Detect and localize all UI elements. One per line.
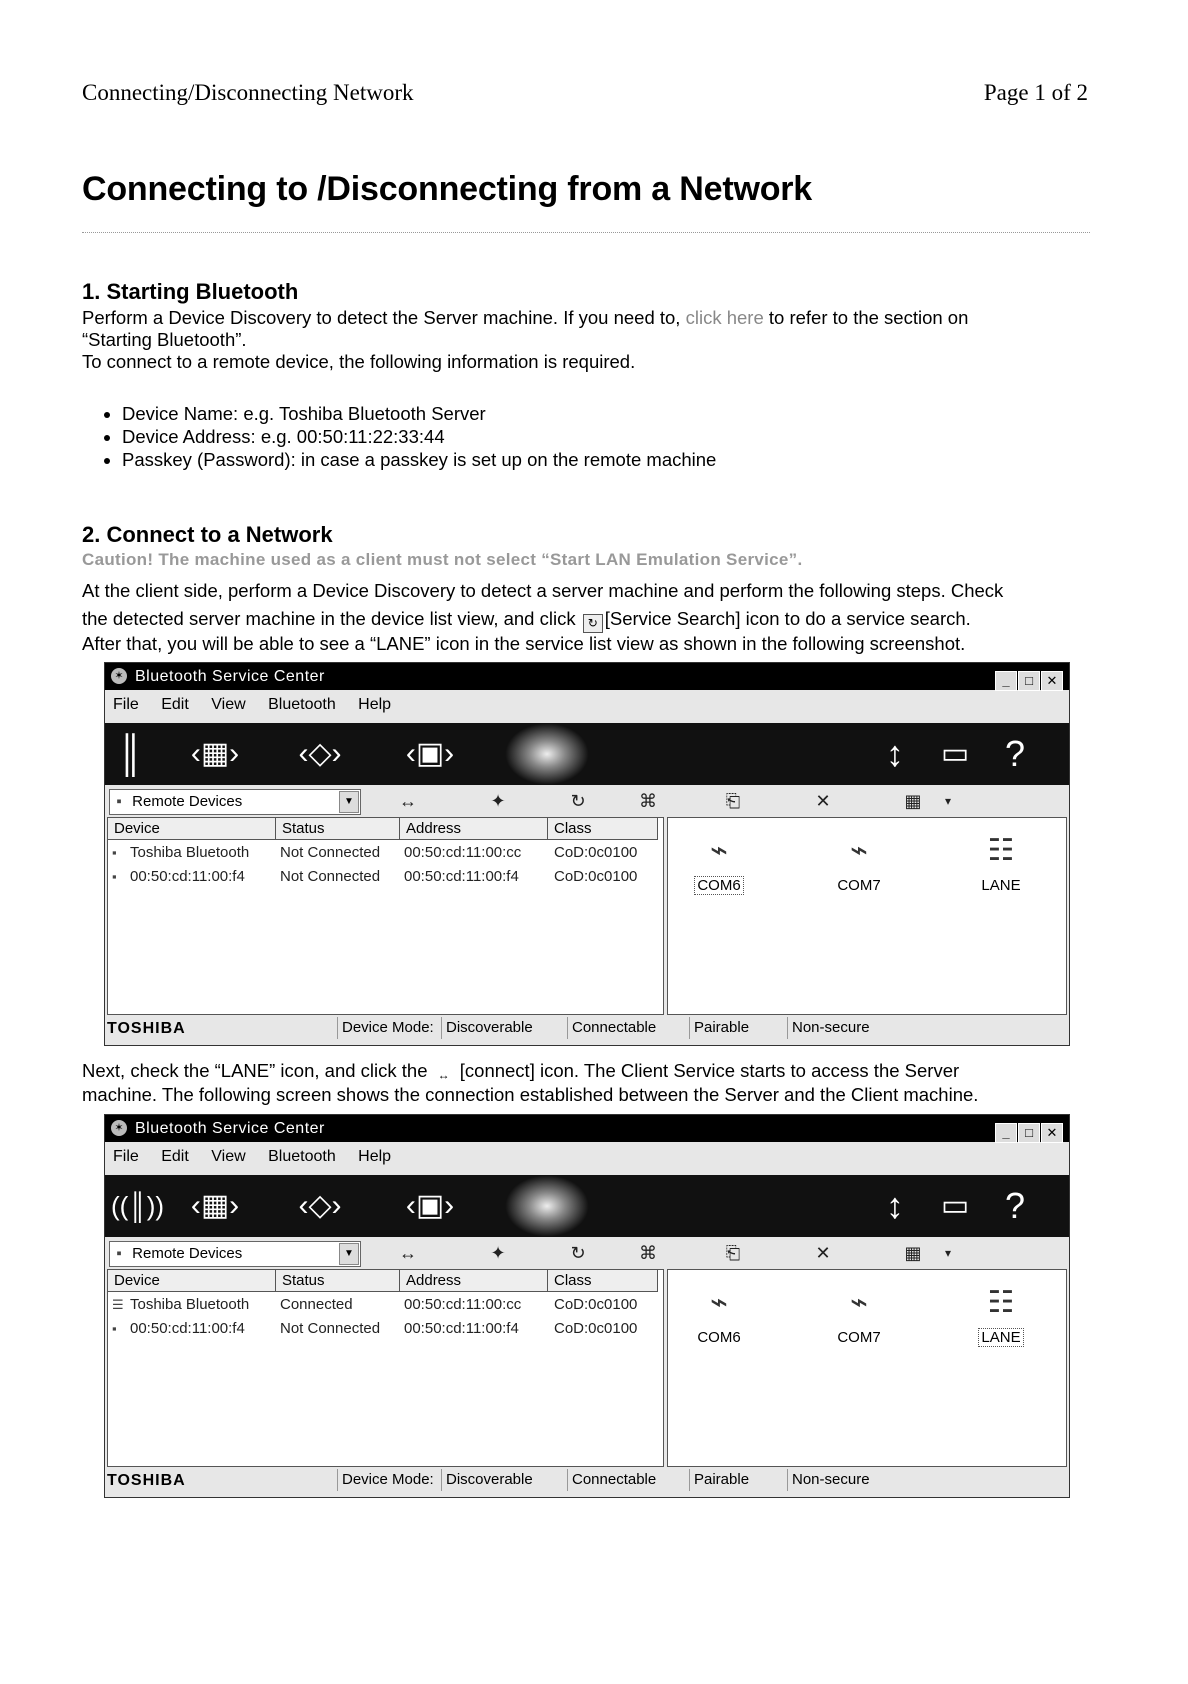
serial-port-icon: ⌁ [709, 834, 729, 867]
section-heading-connect-network: 2. Connect to a Network [82, 522, 333, 547]
section1-paragraph [82, 307, 1102, 373]
device-name: 00:50:cd:11:00:f4 [130, 868, 245, 885]
device-status: Not Connected [280, 844, 381, 861]
bluetooth-app-icon: ✶ [111, 1120, 127, 1136]
discoverable-status: Discoverable [441, 1469, 533, 1491]
connect-icon[interactable]: ↔ [399, 791, 417, 811]
minimize-button[interactable]: _ [995, 1123, 1017, 1143]
menu-file[interactable]: File [113, 696, 139, 713]
running-header-title: Connecting/Disconnecting Network [82, 80, 414, 105]
page-number: Page 1 of 2 [983, 80, 1088, 105]
service-label: COM7 [837, 1329, 881, 1346]
service-list [667, 817, 1067, 1015]
device-address: 00:50:cd:11:00:f4 [404, 1320, 519, 1337]
console-icon[interactable]: ▭ [940, 1189, 970, 1222]
service-com7[interactable] [814, 1278, 904, 1348]
device-name: Toshiba Bluetooth [130, 844, 250, 861]
section1-text-a: Perform a Device Discovery to detect the Server machine. If you need to, [82, 307, 681, 328]
service-com6[interactable] [674, 826, 764, 896]
menu-help[interactable]: Help [358, 696, 392, 713]
chevron-down-icon[interactable]: ▼ [339, 1243, 359, 1265]
device-mode-label: Device Mode: [337, 1469, 434, 1491]
person-icon[interactable] [505, 723, 589, 785]
computer-icon: ▪ [112, 869, 117, 884]
minimize-button[interactable]: _ [995, 671, 1017, 691]
service-search-icon[interactable]: ↻ [570, 791, 586, 811]
connect-icon: ↔ [437, 1068, 450, 1082]
chevron-down-icon[interactable]: ▼ [339, 791, 359, 813]
bluetooth-antenna-icon[interactable]: ║ [117, 733, 143, 774]
menu-edit[interactable]: Edit [161, 1148, 189, 1165]
close-button[interactable]: ✕ [1041, 1123, 1063, 1143]
list-item: • Device Address: e.g. 00:50:11:22:33:44 [122, 425, 716, 448]
device-address: 00:50:cd:11:00:f4 [404, 868, 519, 885]
device-view-value: Remote Devices [132, 793, 243, 810]
device-view-select[interactable] [109, 789, 361, 815]
column-header-status[interactable]: Status [276, 1270, 400, 1292]
service-com7[interactable] [814, 826, 904, 896]
menu-bluetooth[interactable]: Bluetooth [268, 696, 336, 713]
column-header-device[interactable]: Device [108, 818, 276, 840]
device-name: 00:50:cd:11:00:f4 [130, 1320, 245, 1337]
security-status: Non-secure [787, 1469, 870, 1491]
column-header-status[interactable]: Status [276, 818, 400, 840]
pairable-status: Pairable [689, 1017, 749, 1039]
service-lane[interactable] [956, 1278, 1046, 1348]
house-icon[interactable]: ‹▣› [405, 737, 455, 770]
device-view-select[interactable] [109, 1241, 361, 1267]
view-dropdown-icon[interactable]: ▾ [944, 794, 952, 808]
console-icon[interactable]: ▭ [940, 737, 970, 770]
help-icon[interactable]: ? [1004, 1185, 1026, 1226]
menu-bluetooth[interactable]: Bluetooth [268, 1148, 336, 1165]
main-toolbar [105, 723, 1069, 785]
service-lane[interactable] [956, 826, 1046, 896]
section1-text-c: “Starting Bluetooth”. [82, 329, 247, 350]
phone-icon[interactable]: ‹◇› [298, 737, 342, 770]
menu-bar [105, 690, 1069, 720]
service-label: COM6 [694, 876, 743, 895]
bluetooth-signal-icon[interactable]: ((║)) [111, 1191, 165, 1221]
section-heading-starting-bluetooth: 1. Starting Bluetooth [82, 279, 299, 304]
window-title: Bluetooth Service Center [135, 1120, 325, 1137]
maximize-button[interactable]: □ [1018, 671, 1040, 691]
device-address: 00:50:cd:11:00:cc [404, 844, 522, 861]
section2-text-d: After that, you will be able to see a “LANE” icon in the service list view as shown in the following screenshot. [82, 633, 966, 654]
service-label: LANE [981, 877, 1021, 894]
help-icon[interactable]: ? [1004, 733, 1026, 774]
serial-port-icon: ⌁ [849, 1286, 869, 1319]
menu-file[interactable]: File [113, 1148, 139, 1165]
service-label: COM7 [837, 877, 881, 894]
connected-computer-icon: ☰ [112, 1297, 124, 1312]
status-bar [105, 1467, 1069, 1495]
device-status: Not Connected [280, 1320, 381, 1337]
tools-icon[interactable]: ↕ [886, 1185, 904, 1226]
delete-icon[interactable]: ✕ [815, 1243, 831, 1263]
section2-text-f: [connect] icon. The Client Service starts to access the Server [459, 1060, 960, 1081]
computer-icon: ▪ [116, 1245, 122, 1262]
building-icon[interactable]: ‹▦› [190, 1189, 240, 1222]
service-search-icon: ↻ [583, 614, 603, 633]
column-header-address[interactable]: Address [400, 1270, 548, 1292]
bluetooth-app-icon: ✶ [111, 668, 127, 684]
connectable-status: Connectable [567, 1469, 656, 1491]
serial-port-icon: ⌁ [709, 1286, 729, 1319]
main-toolbar [105, 1175, 1069, 1237]
connectable-status: Connectable [567, 1017, 656, 1039]
serial-port-icon: ⌁ [849, 834, 869, 867]
menu-view[interactable]: View [211, 1148, 246, 1165]
service-list [667, 1269, 1067, 1467]
section1-text-d: To connect to a remote device, the following information is required. [82, 351, 636, 372]
discoverable-status: Discoverable [441, 1017, 533, 1039]
section2-text-b: the detected server machine in the device list view, and click [82, 608, 576, 629]
bluetooth-window-1 [104, 662, 1070, 1046]
window-title-bar[interactable] [105, 1115, 1069, 1142]
section2-text-c: [Service Search] icon to do a service search. [604, 608, 971, 629]
computer-icon: ▪ [116, 793, 122, 810]
pairable-status: Pairable [689, 1469, 749, 1491]
building-icon[interactable]: ‹▦› [190, 737, 240, 770]
menu-bar [105, 1142, 1069, 1172]
title-divider [82, 232, 1090, 233]
tools-icon[interactable]: ↕ [886, 733, 904, 774]
toshiba-logo: TOSHIBA [107, 1020, 186, 1037]
view-dropdown-icon[interactable]: ▾ [944, 1246, 952, 1260]
service-com6[interactable] [674, 1278, 764, 1348]
view-icon[interactable]: ▦ [904, 1243, 922, 1263]
column-header-address[interactable]: Address [400, 818, 548, 840]
menu-help[interactable]: Help [358, 1148, 392, 1165]
phone-icon[interactable]: ‹◇› [298, 1189, 342, 1222]
device-view-value: Remote Devices [132, 1245, 243, 1262]
window-title-bar[interactable] [105, 663, 1069, 690]
section2-text-e: Next, check the “LANE” icon, and click the [82, 1060, 428, 1081]
device-status: Not Connected [280, 868, 381, 885]
caution-text: Caution! The machine used as a client must not select “Start LAN Emulation Service”. [82, 550, 803, 569]
device-status: Connected [280, 1296, 353, 1313]
service-label: LANE [978, 1328, 1023, 1347]
status-bar [105, 1015, 1069, 1043]
section2-paragraph [82, 580, 1102, 655]
required-info-list [100, 402, 716, 471]
window-title: Bluetooth Service Center [135, 668, 325, 685]
connect-icon[interactable]: ↔ [399, 1243, 417, 1263]
device-class: CoD:0c0100 [554, 868, 638, 885]
click-here-link[interactable]: click here [685, 307, 764, 328]
service-label: COM6 [697, 1329, 741, 1346]
computer-icon: ▪ [112, 845, 117, 860]
delete-icon[interactable]: ✕ [815, 791, 831, 811]
toshiba-logo: TOSHIBA [107, 1472, 186, 1489]
disconnect-icon[interactable]: ✦ [490, 791, 506, 811]
maximize-button[interactable]: □ [1018, 1123, 1040, 1143]
house-icon[interactable]: ‹▣› [405, 1189, 455, 1222]
section2-text-g: machine. The following screen shows the connection established between the Server and the Client machine. [82, 1084, 979, 1105]
section2-text-a: At the client side, perform a Device Discovery to detect a server machine and perform the following steps. Check [82, 580, 1004, 601]
device-address: 00:50:cd:11:00:cc [404, 1296, 522, 1313]
view-icon[interactable]: ▦ [904, 791, 922, 811]
bluetooth-window-2 [104, 1114, 1070, 1498]
network-connected-icon: ☷ [987, 1286, 1015, 1319]
list-item: • Passkey (Password): in case a passkey is set up on the remote machine [122, 448, 716, 471]
page-title: Connecting to /Disconnecting from a Network [82, 170, 813, 208]
properties-icon[interactable]: ⎗ [725, 1243, 741, 1263]
device-class: CoD:0c0100 [554, 1320, 638, 1337]
network-icon: ☷ [987, 834, 1015, 867]
section1-text-b: to refer to the section on [768, 307, 969, 328]
properties-icon[interactable]: ⎗ [725, 791, 741, 811]
device-mode-label: Device Mode: [337, 1017, 434, 1039]
device-list [107, 1269, 664, 1467]
menu-edit[interactable]: Edit [161, 696, 189, 713]
disconnect-icon[interactable]: ✦ [490, 1243, 506, 1263]
list-item: • Device Name: e.g. Toshiba Bluetooth Server [122, 402, 716, 425]
device-name: Toshiba Bluetooth [130, 1296, 250, 1313]
connect-instructions [82, 1060, 1102, 1106]
column-header-class[interactable]: Class [548, 818, 658, 840]
device-class: CoD:0c0100 [554, 844, 638, 861]
column-header-class[interactable]: Class [548, 1270, 658, 1292]
device-discovery-icon[interactable]: ⌘ [639, 791, 657, 811]
security-status: Non-secure [787, 1017, 870, 1039]
column-header-device[interactable]: Device [108, 1270, 276, 1292]
device-class: CoD:0c0100 [554, 1296, 638, 1313]
close-button[interactable]: ✕ [1041, 671, 1063, 691]
menu-view[interactable]: View [211, 696, 246, 713]
device-list [107, 817, 664, 1015]
computer-icon: ▪ [112, 1321, 117, 1336]
device-discovery-icon[interactable]: ⌘ [639, 1243, 657, 1263]
person-icon[interactable] [505, 1175, 589, 1237]
service-search-icon[interactable]: ↻ [570, 1243, 586, 1263]
